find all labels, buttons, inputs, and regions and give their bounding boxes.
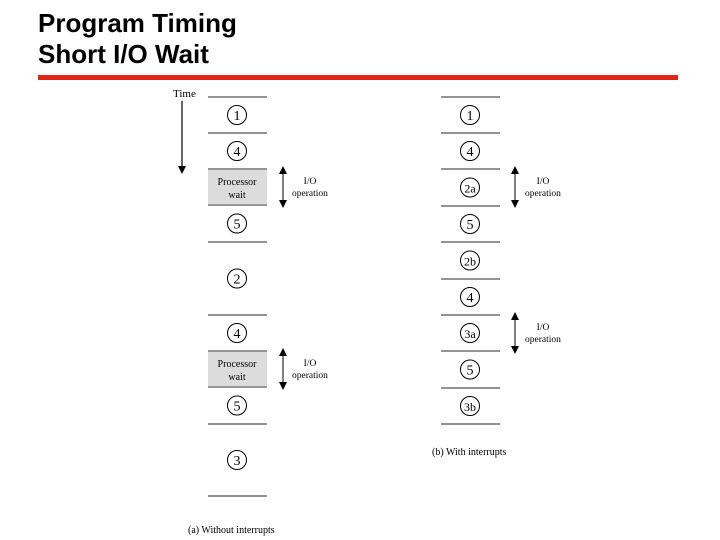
- io-operation-marker: [283, 170, 328, 204]
- step-number: 5: [466, 218, 474, 233]
- panel-a-segment: [228, 396, 247, 415]
- panel-a-segment: [208, 170, 267, 205]
- panel-a-without-interrupts: [208, 97, 267, 496]
- step-number: 2b: [464, 254, 476, 269]
- step-number: 4: [466, 291, 474, 306]
- panel-a-segment: [208, 352, 267, 387]
- io-operation-marker: [283, 352, 328, 386]
- step-number: 2: [233, 272, 241, 288]
- panel-b-segment: [461, 324, 480, 343]
- step-number: 3b: [464, 400, 476, 414]
- io-label: I/O: [303, 359, 317, 369]
- title-line-1: Program Timing: [38, 8, 237, 38]
- panel-b-segment: [461, 397, 480, 416]
- panel-a-segment: [228, 269, 247, 288]
- processor-wait-label: wait: [228, 372, 246, 383]
- panel-b-segment: [461, 360, 480, 379]
- panel-b-segment: [461, 178, 480, 197]
- io-label: I/O: [303, 177, 317, 187]
- step-number: 2a: [464, 181, 476, 196]
- io-operation-marker: [515, 316, 561, 350]
- step-number: 3: [233, 454, 241, 469]
- panel-b-with-interrupts: [441, 97, 500, 424]
- caption-b: (b) With interrupts: [432, 447, 507, 458]
- panel-b-segment: [461, 215, 480, 234]
- step-number: 5: [466, 363, 474, 379]
- panel-a-segment: [228, 106, 247, 125]
- processor-wait-label: wait: [228, 190, 246, 201]
- step-number: 3a: [464, 327, 476, 341]
- io-label: operation: [292, 371, 328, 381]
- step-number: 4: [466, 145, 474, 160]
- io-label: operation: [525, 335, 561, 345]
- io-operation-marker: [515, 170, 561, 204]
- panel-b-segment: [461, 251, 480, 270]
- processor-wait-label: Processor: [217, 177, 257, 188]
- io-operation-markers: [283, 170, 561, 386]
- panel-b-segment: [461, 142, 480, 161]
- panel-a-segment: [228, 142, 247, 161]
- time-label: Time: [173, 88, 196, 100]
- step-number: 5: [233, 217, 241, 233]
- io-label: I/O: [536, 323, 550, 333]
- step-number: 1: [466, 109, 474, 124]
- step-number: 5: [233, 399, 241, 415]
- panel-a-segment: [228, 324, 247, 343]
- title-line-2: Short I/O Wait: [38, 39, 209, 69]
- io-label: I/O: [536, 177, 550, 187]
- panel-a-segment: [228, 214, 247, 233]
- panel-b-segment: [461, 106, 480, 125]
- step-number: 4: [233, 145, 241, 160]
- step-number: 4: [233, 327, 241, 342]
- step-number: 1: [233, 109, 241, 124]
- panel-b-segment: [461, 288, 480, 307]
- io-label: operation: [525, 189, 561, 199]
- processor-wait-label: Processor: [217, 359, 257, 370]
- panel-a-segment: [228, 451, 247, 470]
- caption-a: (a) Without interrupts: [188, 525, 275, 536]
- io-label: operation: [292, 189, 328, 199]
